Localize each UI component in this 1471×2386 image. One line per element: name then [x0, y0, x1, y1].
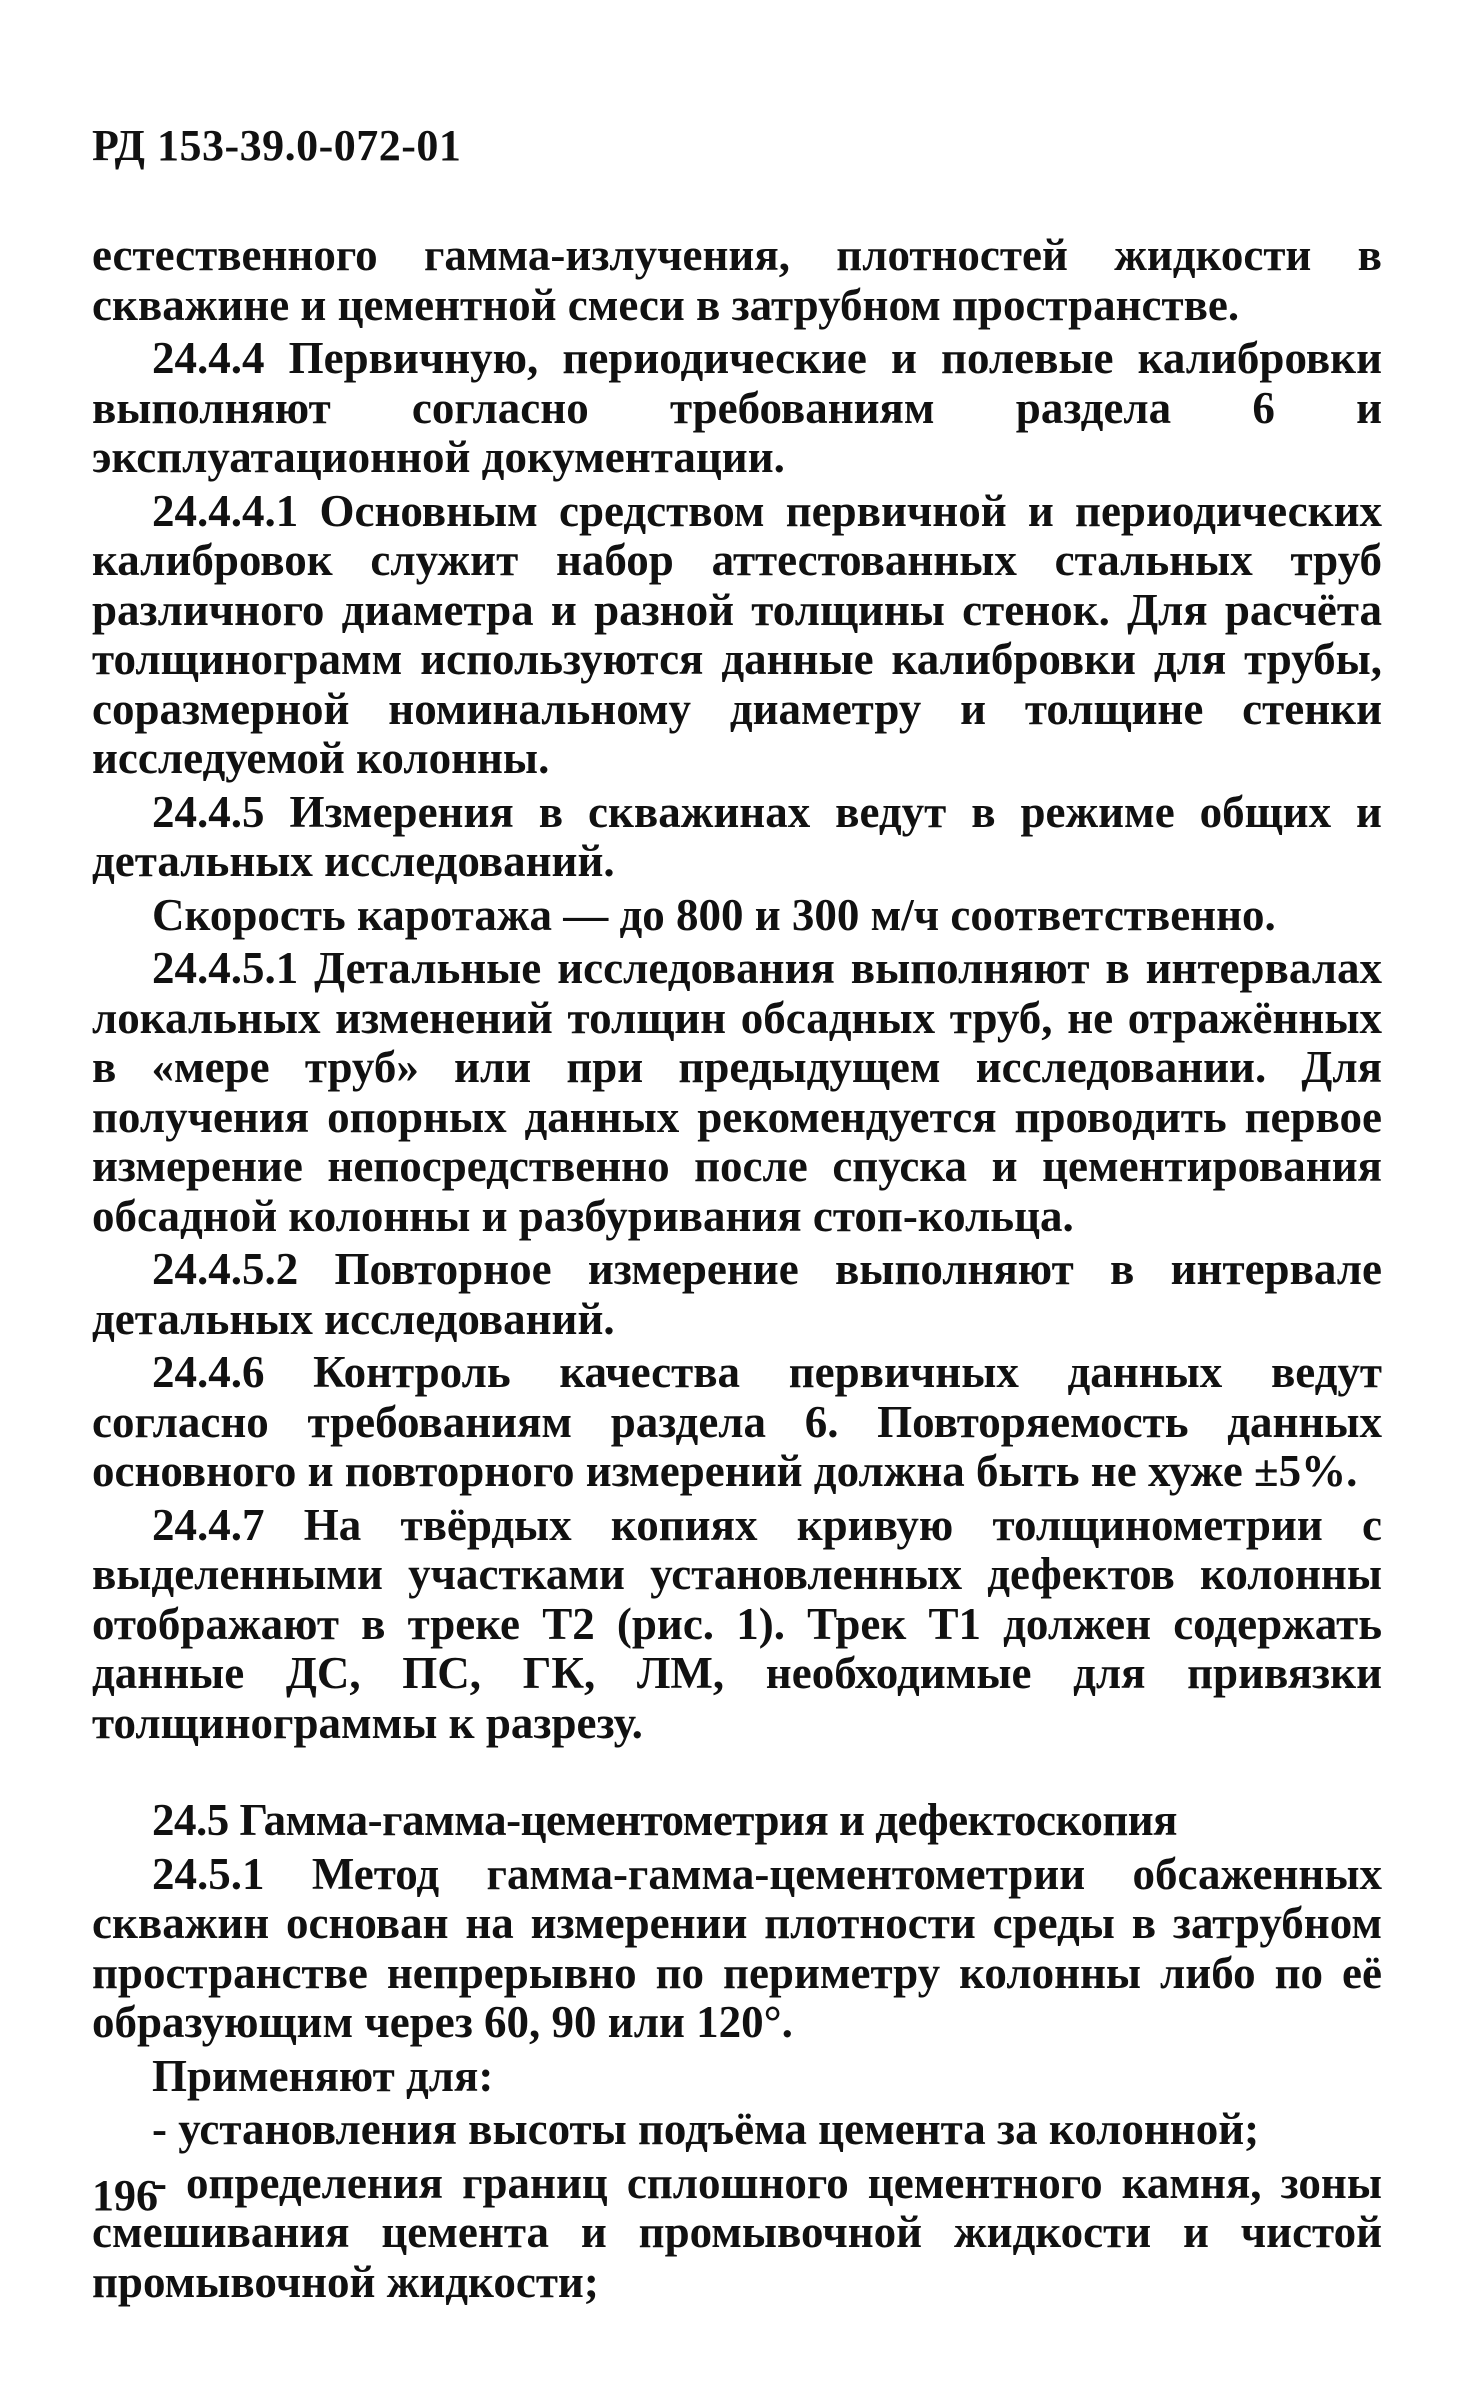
document-code-header: РД 153-39.0-072-01	[92, 121, 462, 170]
paragraph-continuation: естественного гамма-излучения, плотностей жидкости в скважине и цементной смеси в затрубном пространстве.	[92, 230, 1382, 330]
page-number: 196	[92, 2171, 158, 2220]
paragraph-24-4-7: 24.4.7 На твёрдых копиях кривую толщинометрии с выделенными участками установленных дефектов колонны отображают в треке Т2 (рис. 1). Трек Т1 должен содержать данные ДС, ПС, ГК, ЛМ, необходимые для привязки толщинограммы к разрезу.	[92, 1499, 1382, 1748]
section-heading-24-5: 24.5 Гамма-гамма-цементометрия и дефектоскопия	[152, 1795, 1178, 1845]
paragraph-24-4-4-1: 24.4.4.1 Основным средством первичной и периодических калибровок служит набор аттестованных стальных труб различного диаметра и разной толщины стенок. Для расчёта толщинограмм используются данные калибровки для трубы, соразмерной номинальному диаметру и толщине стенки исследуемой колонны.	[92, 485, 1382, 783]
paragraph-24-4-4: 24.4.4 Первичную, периодические и полевые калибровки выполняют согласно требованиям раздела 6 и эксплуатационной документации.	[92, 333, 1382, 482]
paragraph-24-4-5-1: 24.4.5.1 Детальные исследования выполняют в интервалах локальных изменений толщин обсадных труб, не отражённых в «мере труб» или при предыдущем исследовании. Для получения опорных данных рекомендуется проводить первое измерение непосредственно после спуска и цементирования обсадной колонны и разбуривания стоп-кольца.	[92, 943, 1382, 1241]
document-page	[92, 120, 1382, 2311]
paragraph-24-4-6: 24.4.6 Контроль качества первичных данных ведут согласно требованиям раздела 6. Повторяемость данных основного и повторного измерений должна быть не хуже ±5%.	[92, 1347, 1382, 1496]
paragraph-logging-speed: Скорость каротажа — до 800 и 300 м/ч соответственно.	[152, 889, 1276, 940]
paragraph-24-5-1: 24.5.1 Метод гамма-гамма-цементометрии обсаженных скважин основан на измерении плотности среды в затрубном пространстве непрерывно по периметру колонны либо по её образующим через 60, 90 или 120°.	[92, 1848, 1382, 2047]
paragraph-24-4-5: 24.4.5 Измерения в скважинах ведут в режиме общих и детальных исследований.	[92, 786, 1382, 886]
list-item: - установления высоты подъёма цемента за колонной;	[152, 2104, 1260, 2154]
list-item: - определения границ сплошного цементного камня, зоны смешивания цемента и промывочной жидкости и чистой промывочной жидкости;	[92, 2157, 1382, 2307]
paragraph-24-4-5-2: 24.4.5.2 Повторное измерение выполняют в интервале детальных исследований.	[92, 1244, 1382, 1344]
paragraph-applied-for: Применяют для:	[152, 2050, 494, 2101]
document-body	[92, 231, 1382, 2307]
